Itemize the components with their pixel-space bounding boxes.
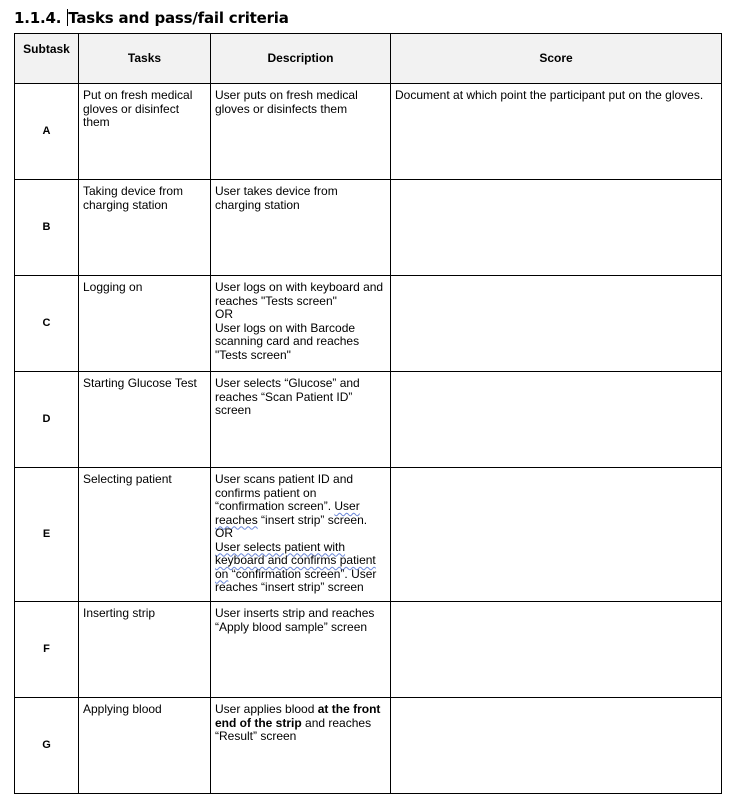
table-row [15,276,722,372]
description-cell: User logs on with keyboard and reaches "Tests screen" OR User logs on with Barcode scanning card and reaches "Tests screen" [211,276,391,372]
header-subtask: Subtask [15,34,79,84]
subtask-cell: E [15,468,79,602]
task-cell: Applying blood [79,698,211,794]
section-title: Tasks and pass/fail criteria [68,9,289,27]
score-cell[interactable] [391,698,722,794]
subtask-cell: F [15,602,79,698]
section-number: 1.1.4. [14,9,62,27]
section-heading [14,9,289,27]
table-header-row [15,34,722,84]
table-row [15,84,722,180]
table-row [15,372,722,468]
subtask-cell: D [15,372,79,468]
task-cell: Put on fresh medical gloves or disinfect them [79,84,211,180]
subtask-cell: B [15,180,79,276]
task-cell: Taking device from charging station [79,180,211,276]
score-cell[interactable]: Document at which point the participant put on the gloves. [391,84,722,180]
description-cell: User takes device from charging station [211,180,391,276]
description-cell: User inserts strip and reaches “Apply blood sample” screen [211,602,391,698]
description-cell: User scans patient ID and confirms patient on “confirmation screen”. User reaches “insert strip” screen. OR User selects patient with keyboard and confirms patient on “confirmation screen”. User reaches “insert strip” screen [211,468,391,602]
subtask-cell: G [15,698,79,794]
table-row [15,468,722,602]
score-cell[interactable] [391,602,722,698]
score-cell[interactable] [391,468,722,602]
criteria-table [14,33,722,794]
subtask-cell: A [15,84,79,180]
task-cell: Logging on [79,276,211,372]
task-cell: Starting Glucose Test [79,372,211,468]
table-row [15,180,722,276]
header-score: Score [391,34,722,84]
task-cell: Inserting strip [79,602,211,698]
score-cell[interactable] [391,276,722,372]
header-tasks: Tasks [79,34,211,84]
subtask-cell: C [15,276,79,372]
task-cell: Selecting patient [79,468,211,602]
description-cell: User selects “Glucose” and reaches “Scan Patient ID” screen [211,372,391,468]
header-description: Description [211,34,391,84]
score-cell[interactable] [391,372,722,468]
description-cell: User puts on fresh medical gloves or disinfects them [211,84,391,180]
score-cell[interactable] [391,180,722,276]
table-row [15,698,722,794]
description-cell: User applies blood at the front end of the strip and reaches “Result” screen [211,698,391,794]
table-row [15,602,722,698]
